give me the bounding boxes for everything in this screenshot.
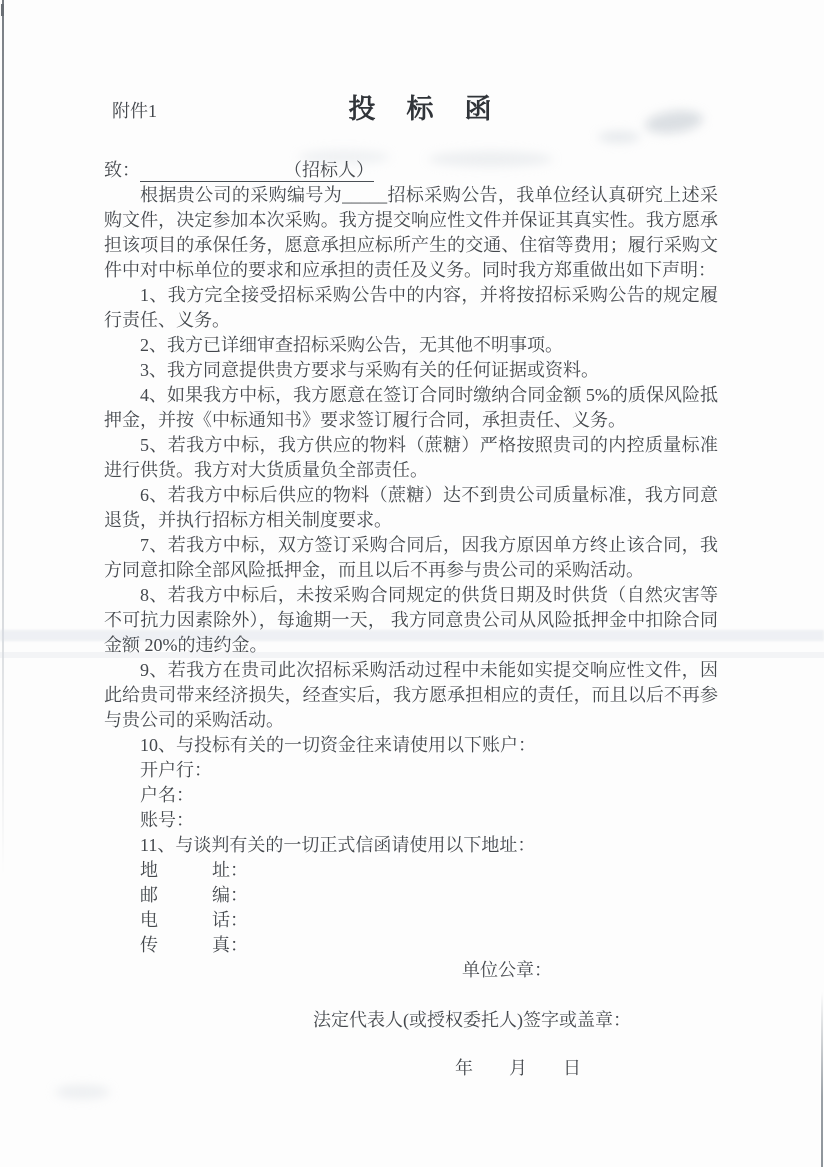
list-item-9: 9、若我方在贵司此次招标采购活动过程中未能如实提交响应性文件，因此给贵司带来经济损失，经查实后，我方愿承担相应的责任，而且以后不再参与贵公司的采购活动。 — [104, 660, 718, 730]
document-header — [104, 92, 718, 130]
salutation-prefix: 致： — [104, 160, 140, 180]
list-item-10: 10、与投标有关的一切资金往来请使用以下账户： — [140, 735, 536, 755]
intro-paragraph: 根据贵公司的采购编号为_____招标采购公告，我单位经认真研究上述采购文件，决定参加本次采购。我方提交响应性文件并保证其真实性。我方愿承担该项目的承保任务，愿意承担应标所产生的交通、住宿等费用；履行采购文件中对中标单位的要求和应承担的责任及义务。同时我方郑重做出如下声明： — [104, 185, 718, 280]
scan-edge-left-mark — [1, 4, 4, 16]
phone-field: 电 话： — [140, 910, 248, 930]
company-seal-label: 单位公章： — [462, 960, 552, 980]
document-title: 投 标 函 — [348, 94, 494, 124]
list-item-3: 3、我方同意提供贵方要求与采购有关的任何证据或资料。 — [140, 360, 599, 380]
list-item-4: 4、如果我方中标，我方愿意在签订合同时缴纳合同金额 5%的质保风险抵押金，并按《中标通知书》要求签订履行合同，承担责任、义务。 — [104, 385, 718, 430]
list-item-11: 11、与谈判有关的一切正式信函请使用以下地址： — [140, 835, 536, 855]
list-item-8: 8、若我方中标后，未按采购合同规定的供货日期及时供货（自然灾害等不可抗力因素除外），每逾期一天， 我方同意贵公司从风险抵押金中扣除合同金额 20%的违约金。 — [104, 585, 718, 655]
recipient-label: （招标人） — [284, 160, 374, 180]
attachment-label: 附件1 — [112, 101, 157, 121]
list-item-5: 5、若我方中标，我方供应的物料（蔗糖）严格按照贵司的内控质量标准进行供货。我方对大货质量负全部责任。 — [104, 435, 718, 480]
date-line: 年 月 日 — [455, 1058, 581, 1078]
fax-field: 传 真： — [140, 935, 248, 955]
scan-edge-left-line — [2, 0, 4, 875]
list-item-6: 6、若我方中标后供应的物料（蔗糖）达不到贵公司质量标准，我方同意退货，并执行招标方相关制度要求。 — [104, 485, 718, 530]
bank-name-field: 开户行： — [140, 760, 212, 780]
salutation-line — [104, 158, 718, 183]
list-item-2: 2、我方已详细审查招标采购公告，无其他不明事项。 — [140, 335, 563, 355]
list-item-7: 7、若我方中标，双方签订采购合同后，因我方原因单方终止该合同，我方同意扣除全部风险抵押金，而且以后不再参与贵公司的采购活动。 — [104, 535, 718, 580]
ink-bleed-smudge — [55, 1085, 110, 1099]
scan-edge-right-line — [821, 992, 823, 1167]
address-field: 地 址： — [140, 860, 248, 880]
account-name-field: 户名： — [140, 785, 194, 805]
account-no-field: 账号： — [140, 810, 194, 830]
recipient-blank-field — [140, 175, 284, 176]
document-body — [104, 92, 718, 1081]
postcode-field: 邮 编： — [140, 885, 248, 905]
legal-representative-signature-label: 法定代表人(或授权委托人)签字或盖章： — [313, 1010, 631, 1030]
list-item-1: 1、我方完全接受招标采购公告中的内容，并将按招标采购公告的规定履行责任、义务。 — [104, 285, 718, 330]
recipient-underline — [140, 159, 374, 182]
